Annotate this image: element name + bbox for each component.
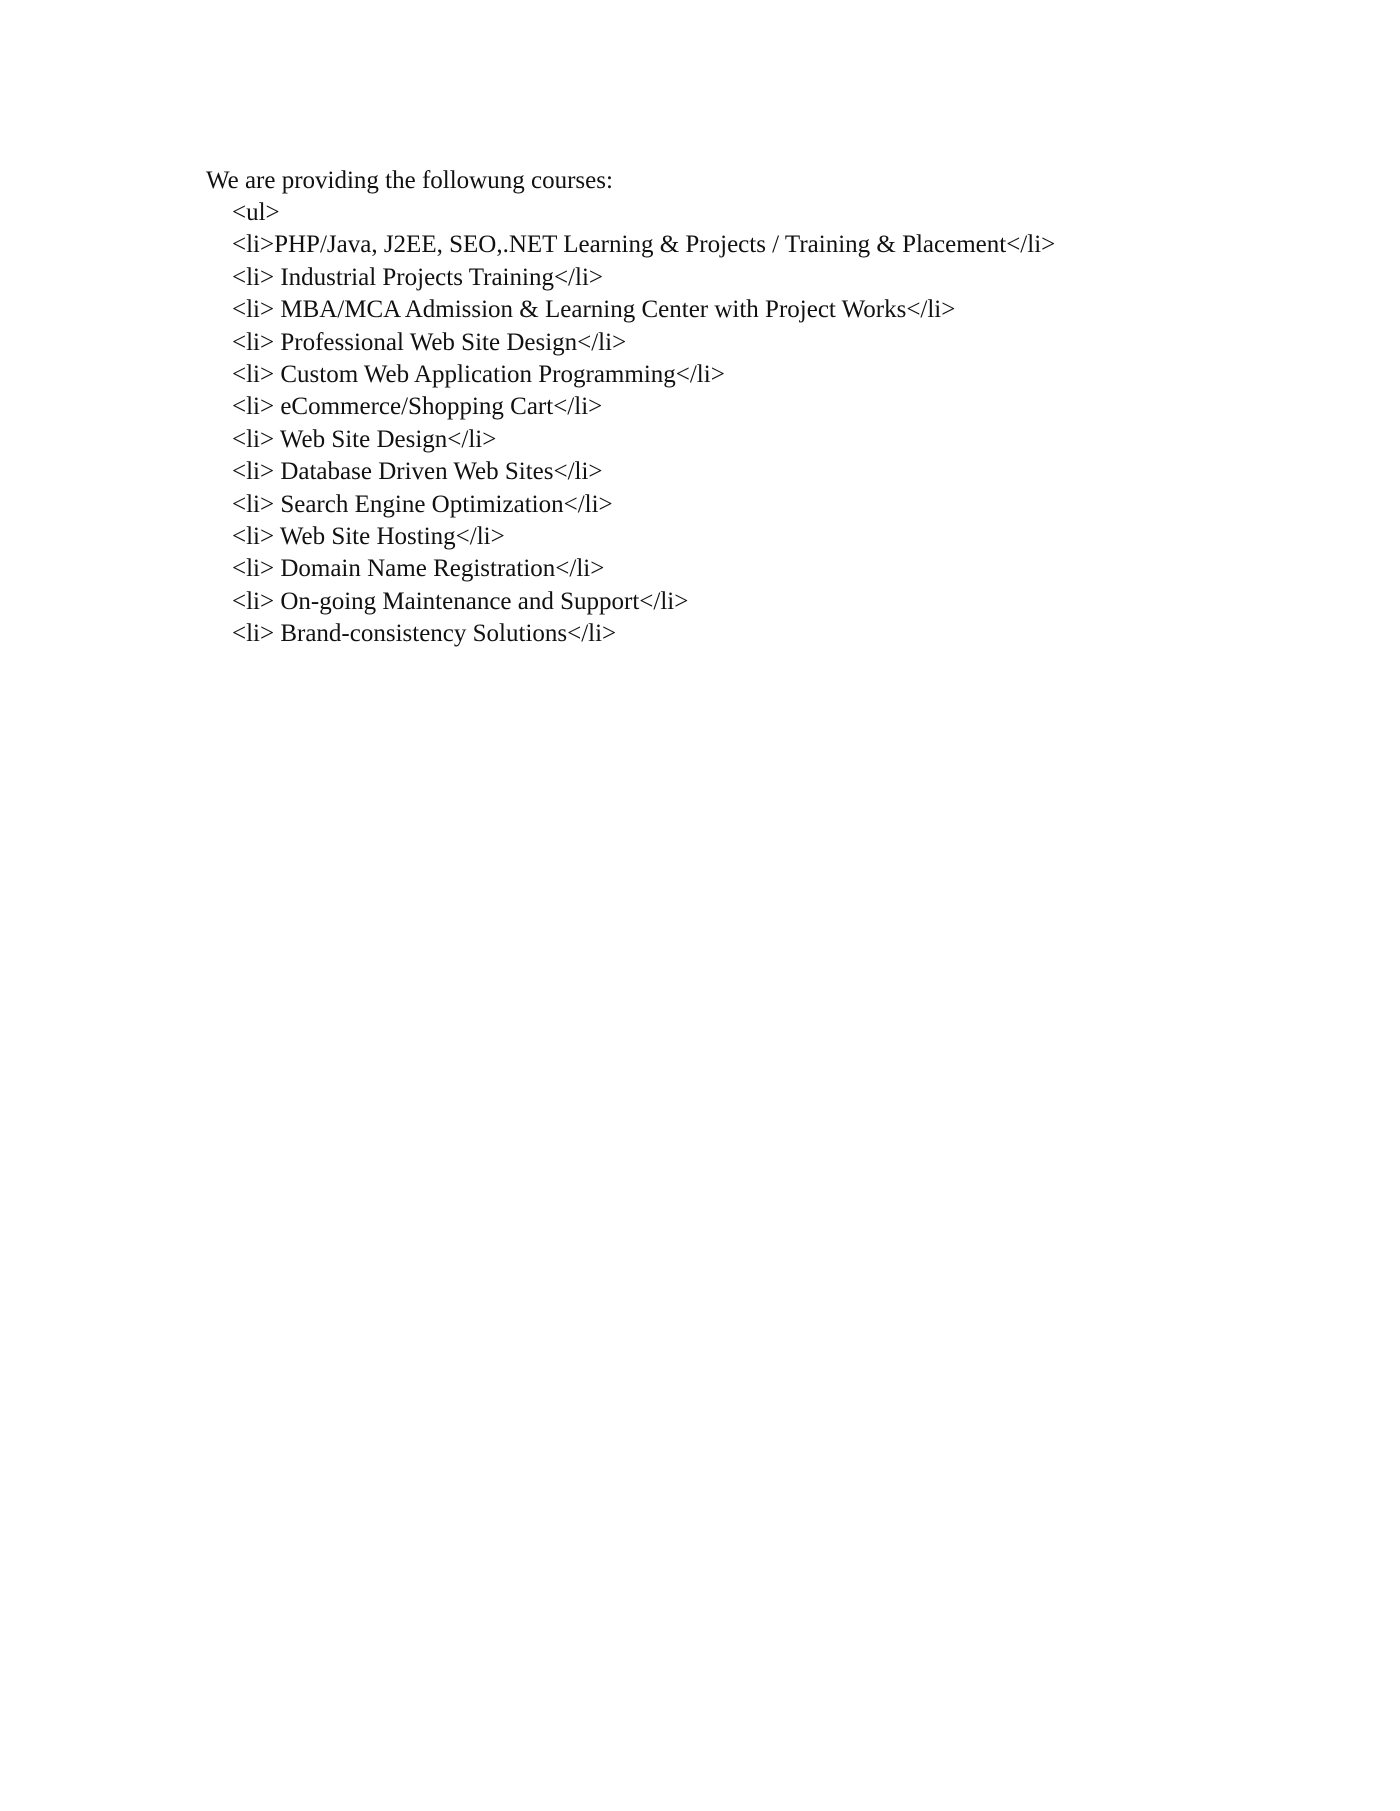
list-line: <li> Brand-consistency Solutions</li> <box>232 620 617 648</box>
list-open-tag: <ul> <box>232 199 280 226</box>
list-line: <li> Web Site Hosting</li> <box>232 522 505 550</box>
list-line: <li> Custom Web Application Programming</li> <box>232 360 725 388</box>
list-line: <li> Search Engine Optimization</li> <box>232 490 613 518</box>
list-line: <li>PHP/Java, J2EE, SEO,.NET Learning & Projects / Training & Placement</li> <box>232 231 1056 259</box>
list-line: <li> eCommerce/Shopping Cart</li> <box>232 393 603 421</box>
document-body <box>206 165 1206 650</box>
list-line: <li> MBA/MCA Admission & Learning Center with Project Works</li> <box>232 296 956 324</box>
list-line: <li> Industrial Projects Training</li> <box>232 263 603 291</box>
list-line: <li> Professional Web Site Design</li> <box>232 328 627 356</box>
intro-text: We are providing the followung courses: <box>206 167 613 194</box>
list-line: <li> On-going Maintenance and Support</li> <box>232 587 689 615</box>
list-line: <li> Domain Name Registration</li> <box>232 555 605 583</box>
list-line: <li> Web Site Design</li> <box>232 425 497 453</box>
list-line: <li> Database Driven Web Sites</li> <box>232 458 603 486</box>
